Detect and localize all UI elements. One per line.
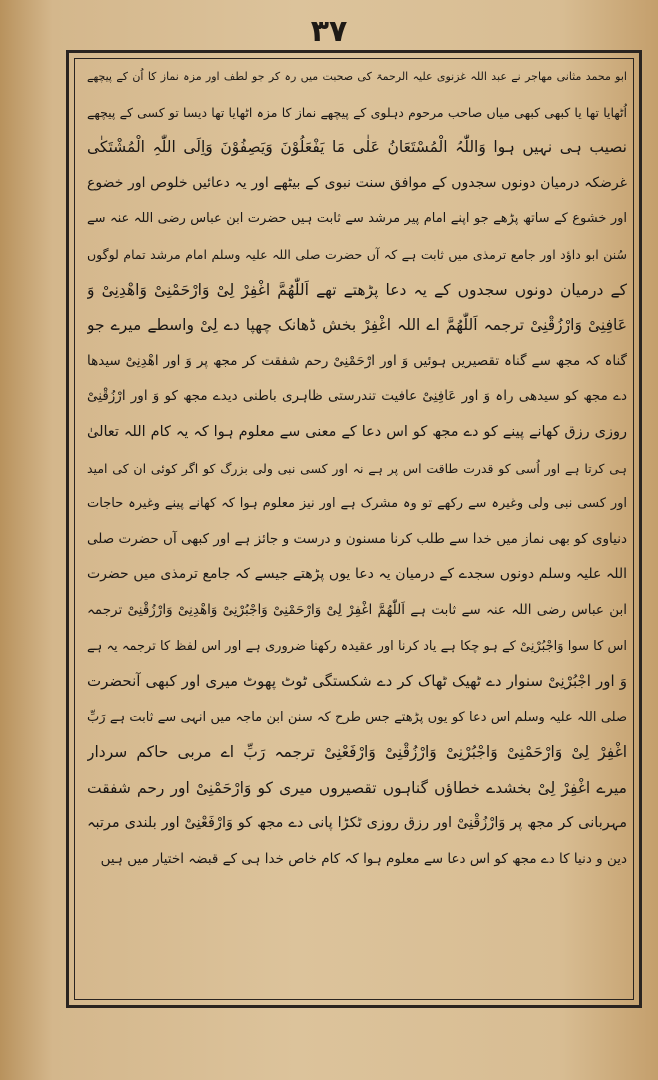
text-line: نصیب ہی نہیں ہوا وَاللّٰہُ الْمُسْتَعَانُ عَلٰی مَا یَفْعَلُوْنَ وَیَصِفُوْنَ وَاِلَی اللّٰہِ الْمُشْتَکٰی [87,138,627,157]
text-line: غرضکہ درمیان دونوں سجدوں کے موافق سنت نبوی کے بیٹھے اور یہ دعائیں خلوص اور خضوع [87,174,627,191]
text-line: اور کسی نبی ولی وغیرہ سے رکھے تو وہ مشرک ہے اور نیز معلوم ہوا کہ کھانے پینے وغیرہ حاجات [87,496,627,512]
text-line: دین و دنیا کا دے مجھ کو اس دعا سے معلوم ہوا کہ کام خاص خدا ہی کے قبضہ اختیار میں ہیں [100,851,627,868]
text-line: سُنن ابو داؤد اور جامع ترمذی میں ثابت ہے کہ آں حضرت صلی اللہ علیہ وسلم امام مرشد تمام لوگوں [87,246,627,262]
text-line: صلی اللہ علیہ وسلم اس دعا کو یوں پڑھتے جس طرح کہ سنن ابن ماجہ میں انہی سے ثابت ہے رَبِّ [87,709,627,725]
text-line: کے درمیان دونوں سجدوں کے یہ دعا پڑھتے تھے اَللّٰھُمَّ اغْفِرْ لِیْ وَارْحَمْنِیْ وَاھْدِنِیْ وَ [87,280,627,299]
text-line: ابن عباس رضی اللہ عنہ سے ثابت ہے اَللّٰھُمَّ اغْفِرْ لِیْ وَارْحَمْنِیْ وَاجْبُرْنِیْ وَاھْدِنِیْ وَارْزُقْنِیْ ترجمہ [87,601,627,618]
text-line: اغْفِرْ لِیْ وَارْحَمْنِیْ وَاجْبُرْنِیْ وَارْزُقْنِیْ وَارْفَعْنِیْ ترجمہ رَبِّ اے مربی حاکم سردار [87,743,627,762]
text-line: گناہ کہ مجھ سے گناہ تقصیریں ہوئیں وَ اور ارْحَمْنِیْ رحم شفقت کر مجھ پر وَ اور اھْدِنِیْ سیدھا [87,352,627,369]
page-border [66,50,642,1008]
text-line: اللہ علیہ وسلم دونوں سجدے کے درمیان یہ دعا یوں پڑھتے جیسے کہ جامع ترمذی میں حضرت [87,566,627,583]
text-line: عَافِنِیْ وَارْزُقْنِیْ ترجمہ اَللّٰھُمَّ اے اللہ اغْفِرْ بخش ڈھانک چھپا دے لِیْ واسطے میرے جو [87,316,627,335]
text-line: میرے اغْفِرْ لِیْ بخشدے خطاؤں گناہوں تقصیروں میری کو وَارْحَمْنِیْ اور رحم شفقت [87,778,627,797]
text-line: روزی رزق کھانے پینے کو دے مجھ کو اس دعا کے معنی سے معلوم ہوا کہ یہ کام اللہ تعالیٰ [87,423,627,440]
text-line: دنیاوی کو بھی نماز میں خدا سے طلب کرنا مسنون و درست و جائز ہے اور کبھی آں حضرت صلی [87,530,627,547]
text-line: اُٹھایا تھا یا کبھی کبھی میاں صاحب مرحوم دہلوی کے پیچھے نماز کا مزہ اٹھایا تھا دیسا تو کسی کے پیچھے [87,104,627,120]
body-text [87,59,627,878]
text-line: مہربانی کر مجھ پر وَارْزُقْنِیْ اور رزق روزی ٹکڑا پانی دے مجھ کو وَارْفَعْنِیْ اور بلندی مرتبہ [87,815,627,832]
text-line: ابو محمد مثانی مهاجر نے عبد اللہ غزنوی علیہ الرحمۃ کی صحبت میں رہ کر جو لطف اور مزہ نماز کا اُن کے پیچھے [87,70,627,83]
text-line: اس کا سوا وَاجْبُرْنِیْ کے ہو چکا ہے یاد کرنا اور عقیدہ رکھنا ضروری ہے اور اس لفظ کا ترجمہ یہ ہے [87,638,627,654]
text-line: اور خشوع کے ساتھ پڑھے جو اپنے امام پیر مرشد سے ثابت ہیں حضرت ابن عباس رضی اللہ عنہ سے [87,211,627,227]
page-number: ٣٧ [310,14,348,49]
text-line: ہی کرتا ہے اور اُسی کو قدرت طاقت اس پر ہے نہ اور کسی نبی ولی بزرگ کو اگر کوئی ان کی امید [87,460,627,476]
text-line: دے مجھ کو سیدھی راہ وَ اور عَافِنِیْ عافیت تندرستی ظاہری باطنی دیدے مجھ کو وَ اور ارْزُقْنِیْ [87,388,627,405]
text-line: وَ اور اجْبُرْنِیْ سنوار دے ٹھیک ٹھاک کر دے شکستگی ٹوٹ پھوٹ میری اور کبھی آنحضرت [87,672,627,691]
